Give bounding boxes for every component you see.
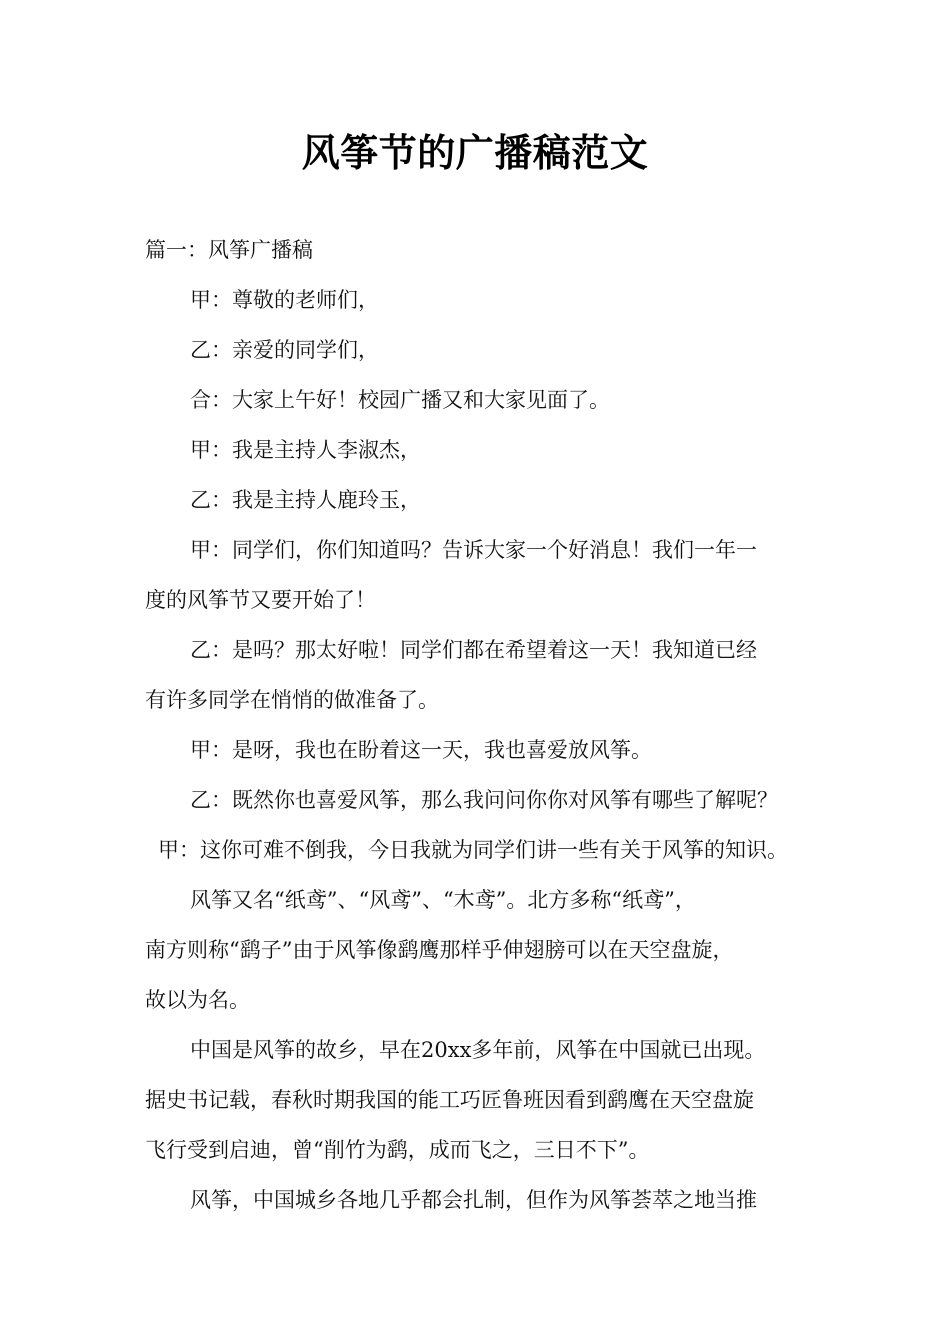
- paragraph-line: 合：大家上午好！校园广播又和大家见面了。: [190, 388, 610, 412]
- paragraph-line: 甲：这你可难不倒我，今日我就为同学们讲一些有关于风筝的知识。: [158, 838, 788, 862]
- paragraph-line: 乙：是吗？那太好啦！同学们都在希望着这一天！我知道已经: [190, 638, 757, 662]
- paragraph-line: 乙：我是主持人鹿玲玉，: [190, 488, 421, 512]
- paragraph-line: 度的风筝节又要开始了！: [145, 588, 376, 612]
- paragraph-line: 中国是风筝的故乡，早在20xx多年前，风筝在中国就已出现。: [190, 1038, 766, 1062]
- paragraph-line: 乙：既然你也喜爱风筝，那么我问问你你对风筝有哪些了解呢？: [190, 788, 778, 812]
- paragraph-line: 风筝又名“纸鸢”、“风鸢”、“木鸢”。北方多称“纸鸢”，: [190, 888, 696, 912]
- paragraph-line: 飞行受到启迪，曾“削竹为鹞，成而飞之，三日不下”。: [145, 1138, 650, 1162]
- paragraph-line: 风筝，中国城乡各地几乎都会扎制，但作为风筝荟萃之地当推: [190, 1188, 757, 1212]
- paragraph-line: 南方则称“鹞子”由于风筝像鹞鹰那样乎伸翅膀可以在天空盘旋，: [145, 938, 734, 962]
- paragraph-line: 甲：同学们，你们知道吗？告诉大家一个好消息！我们一年一: [190, 538, 757, 562]
- paragraph-line: 甲：尊敬的老师们，: [190, 288, 379, 312]
- paragraph-line: 据史书记载，春秋时期我国的能工巧匠鲁班因看到鹞鹰在天空盘旋: [145, 1088, 754, 1112]
- paragraph-line: 故以为名。: [145, 988, 250, 1012]
- section-heading: 篇一：风筝广播稿: [145, 238, 313, 262]
- paragraph-line: 乙：亲爱的同学们，: [190, 338, 379, 362]
- paragraph-line: 甲：我是主持人李淑杰，: [190, 438, 421, 462]
- document-title: 风筝节的广播稿范文: [301, 131, 649, 175]
- paragraph-line: 有许多同学在悄悄的做准备了。: [145, 688, 439, 712]
- paragraph-line: 甲：是呀，我也在盼着这一天，我也喜爱放风筝。: [190, 738, 652, 762]
